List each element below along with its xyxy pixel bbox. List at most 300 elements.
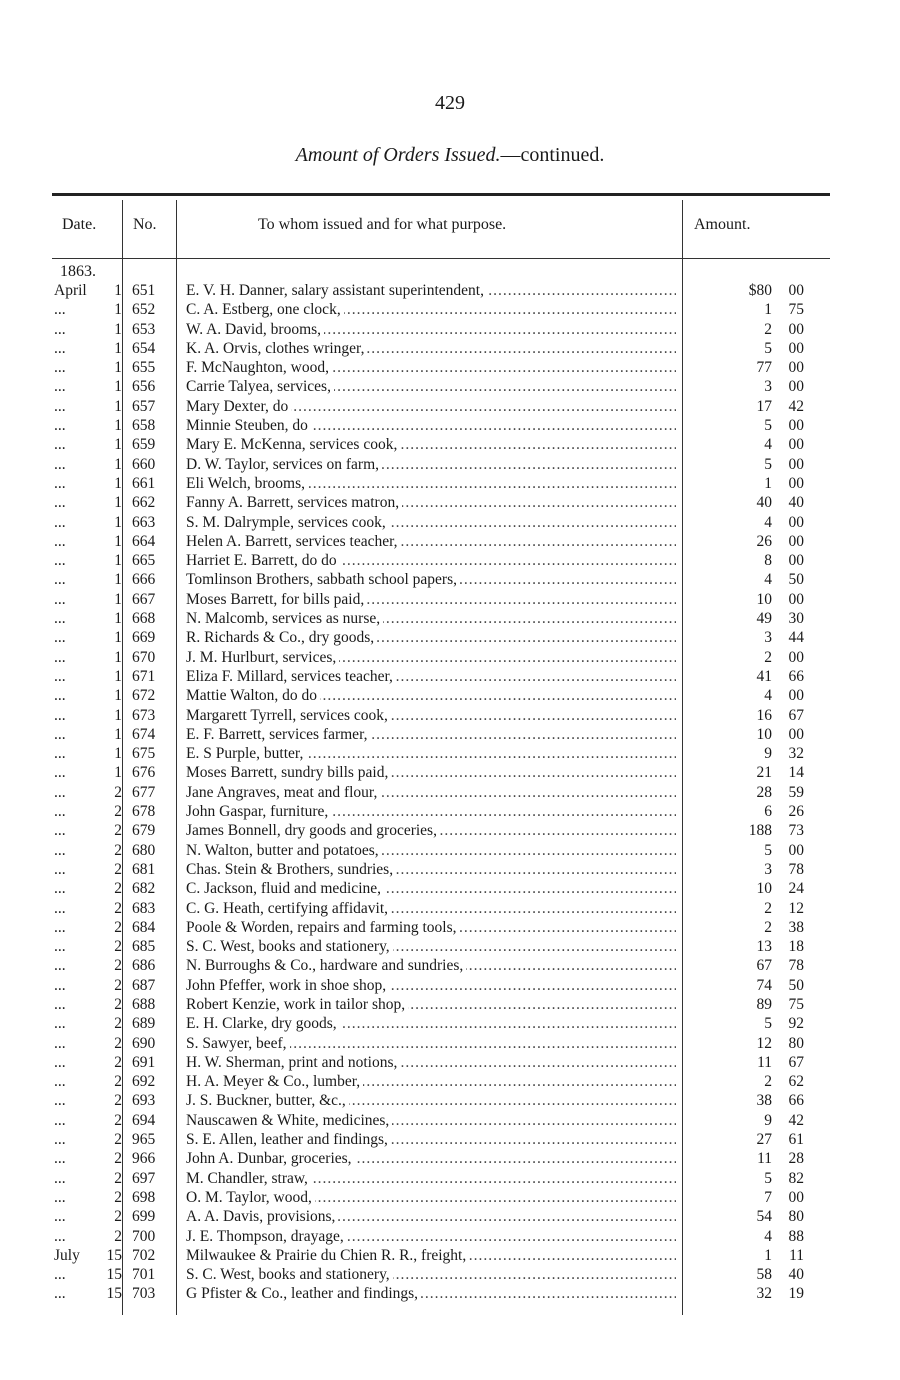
row-cents: 30 — [788, 610, 804, 628]
row-day: 2 — [114, 1208, 122, 1226]
row-dollars: 5 — [764, 339, 772, 357]
table-row — [52, 976, 830, 995]
row-day: 2 — [114, 1015, 122, 1033]
year-label: 1863. — [60, 263, 96, 280]
table-row — [52, 1014, 830, 1033]
row-amount — [692, 1265, 828, 1284]
row-amount — [692, 435, 828, 454]
row-day: 1 — [114, 667, 122, 685]
header-rule — [52, 258, 830, 259]
row-dollars: 5 — [764, 841, 772, 859]
row-cents: 67 — [788, 706, 804, 724]
table-row — [52, 860, 830, 879]
table-row — [52, 841, 830, 860]
row-description-text: M. Chandler, straw, — [186, 1170, 311, 1187]
row-day: 2 — [114, 995, 122, 1013]
table-row — [52, 1207, 830, 1226]
row-order-number: 661 — [132, 474, 156, 492]
row-month: ... — [54, 339, 66, 357]
row-cents: 40 — [788, 1266, 804, 1284]
row-amount — [692, 995, 828, 1014]
row-order-number: 651 — [132, 282, 156, 299]
row-amount — [692, 1072, 828, 1091]
row-month: ... — [54, 899, 66, 917]
row-amount — [692, 763, 828, 782]
row-cents: 32 — [788, 745, 804, 763]
row-description-text: James Bonnell, dry goods and groceries, — [186, 822, 440, 839]
row-description — [186, 590, 676, 609]
row-description — [186, 783, 676, 802]
row-cents: 42 — [788, 397, 804, 415]
row-description — [186, 455, 676, 474]
row-amount — [692, 397, 828, 416]
row-amount — [692, 628, 828, 647]
row-dollars: 49 — [756, 610, 772, 628]
table-row — [52, 300, 830, 319]
row-cents: 82 — [788, 1169, 804, 1187]
row-order-number: 668 — [132, 610, 156, 628]
row-dollars: 2 — [764, 918, 772, 936]
table-row — [52, 609, 830, 628]
row-amount — [692, 841, 828, 860]
row-description-text: Carrie Talyea, services, — [186, 378, 334, 395]
table-row — [52, 1091, 830, 1110]
row-day: 1 — [114, 494, 122, 512]
row-description — [186, 995, 676, 1014]
row-day: 1 — [114, 590, 122, 608]
row-day: 1 — [114, 745, 122, 763]
row-order-number: 656 — [132, 378, 156, 396]
row-order-number: 677 — [132, 783, 156, 801]
row-description — [186, 841, 676, 860]
row-description — [186, 474, 676, 493]
row-dollars: 10 — [756, 590, 772, 608]
row-order-number: 692 — [132, 1073, 156, 1091]
row-month: ... — [54, 667, 66, 685]
row-amount — [692, 1227, 828, 1246]
table-row — [52, 1149, 830, 1168]
row-dollars: 9 — [764, 1111, 772, 1129]
row-cents: 00 — [788, 417, 804, 435]
row-dollars: 77 — [756, 359, 772, 377]
row-cents: 00 — [788, 841, 804, 859]
row-month: ... — [54, 455, 66, 473]
row-description-text: S. C. West, books and stationery, — [186, 938, 393, 955]
row-amount — [692, 551, 828, 570]
row-month: ... — [54, 320, 66, 338]
row-description — [186, 1072, 676, 1091]
row-cents: 66 — [788, 1092, 804, 1110]
row-day: 1 — [114, 301, 122, 319]
row-order-number: 965 — [132, 1131, 156, 1149]
row-amount — [692, 320, 828, 339]
row-description-text: Helen A. Barrett, services teacher, — [186, 533, 401, 550]
table-row — [52, 320, 830, 339]
row-cents: 67 — [788, 1053, 804, 1071]
row-amount — [692, 879, 828, 898]
table-row — [52, 474, 830, 493]
row-amount — [692, 474, 828, 493]
table-row — [52, 590, 830, 609]
row-dollars: 38 — [756, 1092, 772, 1110]
row-description-text: N. Walton, butter and potatoes, — [186, 842, 382, 859]
row-dollars: 10 — [756, 725, 772, 743]
row-amount — [692, 416, 828, 435]
row-order-number: 670 — [132, 648, 156, 666]
row-day: 2 — [114, 918, 122, 936]
top-rule — [52, 193, 830, 196]
row-order-number: 701 — [132, 1266, 156, 1284]
row-description-text: Mattie Walton, do do — [186, 687, 320, 704]
row-month: ... — [54, 860, 66, 878]
row-month: July — [54, 1246, 80, 1264]
table-row — [52, 686, 830, 705]
row-description — [186, 397, 676, 416]
row-description — [186, 976, 676, 995]
row-description — [186, 513, 676, 532]
row-description-text: O. M. Taylor, wood, — [186, 1189, 315, 1206]
row-description-text: Jane Angraves, meat and flour, — [186, 784, 380, 801]
row-month: ... — [54, 1015, 66, 1033]
row-cents: 00 — [788, 378, 804, 396]
row-day: 1 — [114, 359, 122, 377]
row-description-text: A. A. Davis, provisions, — [186, 1208, 338, 1225]
row-cents: 78 — [788, 860, 804, 878]
table-row — [52, 358, 830, 377]
row-cents: 59 — [788, 783, 804, 801]
row-amount — [692, 339, 828, 358]
row-description-text: Nauscawen & White, medicines, — [186, 1112, 392, 1129]
row-cents: 61 — [788, 1131, 804, 1149]
row-dollars: 4 — [764, 571, 772, 589]
row-amount — [692, 1188, 828, 1207]
row-day: 1 — [114, 687, 122, 705]
row-day: 2 — [114, 1053, 122, 1071]
table-row — [52, 1265, 830, 1284]
row-description-text: John A. Dunbar, groceries, — [186, 1150, 355, 1167]
row-day: 2 — [114, 1073, 122, 1091]
row-amount — [692, 1246, 828, 1265]
row-order-number: 673 — [132, 706, 156, 724]
row-dollars: 2 — [764, 648, 772, 666]
heading-italic: Amount of Orders Issued. — [295, 144, 501, 166]
row-day: 2 — [114, 822, 122, 840]
row-amount — [692, 1284, 828, 1303]
row-month: ... — [54, 436, 66, 454]
row-month: ... — [54, 1169, 66, 1187]
row-order-number: 660 — [132, 455, 156, 473]
row-amount — [692, 358, 828, 377]
table-row — [52, 628, 830, 647]
table-row — [52, 956, 830, 975]
row-description-text: Chas. Stein & Brothers, sundries, — [186, 861, 396, 878]
row-dollars: 3 — [764, 378, 772, 396]
row-description-text: Milwaukee & Prairie du Chien R. R., freight, — [186, 1247, 469, 1264]
table-row — [52, 281, 830, 300]
table-row — [52, 1227, 830, 1246]
row-description-text: E. F. Barrett, services farmer, — [186, 726, 370, 743]
row-amount — [692, 648, 828, 667]
row-cents: 80 — [788, 1034, 804, 1052]
row-cents: 92 — [788, 1015, 804, 1033]
row-dollars: 1 — [764, 1246, 772, 1264]
row-month: ... — [54, 571, 66, 589]
table-row — [52, 802, 830, 821]
row-description — [186, 1111, 676, 1130]
row-cents: 00 — [788, 455, 804, 473]
row-month: ... — [54, 629, 66, 647]
row-day: 1 — [114, 648, 122, 666]
row-month: ... — [54, 378, 66, 396]
row-cents: 00 — [788, 532, 804, 550]
row-cents: 00 — [788, 359, 804, 377]
row-description — [186, 1265, 676, 1284]
row-dollars: 17 — [756, 397, 772, 415]
row-cents: 75 — [788, 301, 804, 319]
row-month: ... — [54, 1188, 66, 1206]
row-day: 1 — [114, 282, 122, 299]
row-description-text: H. W. Sherman, print and notions, — [186, 1054, 400, 1071]
row-cents: 11 — [789, 1246, 804, 1264]
row-order-number: 702 — [132, 1246, 156, 1264]
row-day: 2 — [114, 783, 122, 801]
row-description — [186, 686, 676, 705]
row-order-number: 689 — [132, 1015, 156, 1033]
row-order-number: 678 — [132, 803, 156, 821]
row-amount — [692, 783, 828, 802]
row-cents: 00 — [788, 552, 804, 570]
row-dollars: 6 — [764, 803, 772, 821]
row-day: 1 — [114, 474, 122, 492]
row-month: April — [54, 282, 87, 299]
row-amount — [692, 1130, 828, 1149]
row-month: ... — [54, 590, 66, 608]
table-row — [52, 1188, 830, 1207]
table-row — [52, 1053, 830, 1072]
table-row — [52, 416, 830, 435]
row-month: ... — [54, 880, 66, 898]
table-row — [52, 783, 830, 802]
row-order-number: 691 — [132, 1053, 156, 1071]
table-row — [52, 377, 830, 396]
row-dollars: 28 — [756, 783, 772, 801]
table-row — [52, 918, 830, 937]
table-row — [52, 995, 830, 1014]
row-dollars: 16 — [756, 706, 772, 724]
row-order-number: 658 — [132, 417, 156, 435]
row-month: ... — [54, 938, 66, 956]
row-cents: 62 — [788, 1073, 804, 1091]
row-dollars: 1 — [764, 301, 772, 319]
row-description — [186, 281, 676, 300]
row-dollars: 54 — [756, 1208, 772, 1226]
row-amount — [692, 744, 828, 763]
row-day: 2 — [114, 803, 122, 821]
row-description-text: Minnie Steuben, do — [186, 417, 311, 434]
row-month: ... — [54, 1227, 66, 1245]
row-order-number: 657 — [132, 397, 156, 415]
row-description — [186, 725, 676, 744]
row-description — [186, 763, 676, 782]
row-cents: 00 — [788, 590, 804, 608]
row-description-text: John Gaspar, furniture, — [186, 803, 331, 820]
row-order-number: 680 — [132, 841, 156, 859]
row-cents: 00 — [788, 648, 804, 666]
row-description — [186, 320, 676, 339]
row-day: 2 — [114, 899, 122, 917]
table-row — [52, 725, 830, 744]
row-cents: 00 — [788, 339, 804, 357]
row-cents: 40 — [788, 494, 804, 512]
row-day: 1 — [114, 571, 122, 589]
row-dollars: 26 — [756, 532, 772, 550]
row-order-number: 681 — [132, 860, 156, 878]
row-description — [186, 1053, 676, 1072]
row-description — [186, 416, 676, 435]
row-month: ... — [54, 1131, 66, 1149]
row-description — [186, 493, 676, 512]
row-dollars: 5 — [764, 1015, 772, 1033]
row-description — [186, 532, 676, 551]
row-order-number: 683 — [132, 899, 156, 917]
row-amount — [692, 300, 828, 319]
row-month: ... — [54, 745, 66, 763]
header-no: No. — [133, 216, 157, 233]
table-row — [52, 706, 830, 725]
row-month: ... — [54, 976, 66, 994]
row-description-text: E. V. H. Danner, salary assistant superintendent, — [186, 282, 487, 299]
row-cents: 19 — [788, 1285, 804, 1303]
row-description-text: R. Richards & Co., dry goods, — [186, 629, 377, 646]
row-description — [186, 628, 676, 647]
row-dollars: 2 — [764, 899, 772, 917]
row-amount — [692, 281, 828, 300]
row-description — [186, 1034, 676, 1053]
row-day: 2 — [114, 880, 122, 898]
row-description-text: Harriet E. Barrett, do do — [186, 552, 340, 569]
row-description — [186, 918, 676, 937]
row-amount — [692, 860, 828, 879]
row-order-number: 669 — [132, 629, 156, 647]
row-day: 1 — [114, 706, 122, 724]
row-cents: 00 — [788, 1188, 804, 1206]
row-month: ... — [54, 957, 66, 975]
row-dollars: 5 — [764, 455, 772, 473]
row-description — [186, 744, 676, 763]
row-day: 2 — [114, 1150, 122, 1168]
row-description-text: H. A. Meyer & Co., lumber, — [186, 1073, 363, 1090]
table-row — [52, 1246, 830, 1265]
row-description-text: C. A. Estberg, one clock, — [186, 301, 344, 318]
row-dollars: 7 — [764, 1188, 772, 1206]
row-order-number: 664 — [132, 532, 156, 550]
row-month: ... — [54, 764, 66, 782]
row-month: ... — [54, 1092, 66, 1110]
row-amount — [692, 937, 828, 956]
row-dollars: 11 — [757, 1053, 772, 1071]
row-month: ... — [54, 822, 66, 840]
row-cents: 00 — [788, 436, 804, 454]
row-order-number: 659 — [132, 436, 156, 454]
row-order-number: 682 — [132, 880, 156, 898]
row-day: 1 — [114, 339, 122, 357]
row-month: ... — [54, 1208, 66, 1226]
row-order-number: 671 — [132, 667, 156, 685]
row-amount — [692, 1149, 828, 1168]
row-description — [186, 358, 676, 377]
row-order-number: 693 — [132, 1092, 156, 1110]
row-order-number: 699 — [132, 1208, 156, 1226]
row-description-text: S. C. West, books and stationery, — [186, 1266, 393, 1283]
table-row — [52, 937, 830, 956]
row-month: ... — [54, 706, 66, 724]
table-row — [52, 570, 830, 589]
row-amount — [692, 821, 828, 840]
row-month: ... — [54, 359, 66, 377]
row-month: ... — [54, 417, 66, 435]
row-cents: 73 — [788, 822, 804, 840]
table-row — [52, 1130, 830, 1149]
row-description — [186, 377, 676, 396]
row-cents: 00 — [788, 725, 804, 743]
row-dollars: 8 — [764, 552, 772, 570]
header-date: Date. — [62, 216, 97, 233]
table-row — [52, 551, 830, 570]
row-cents: 14 — [788, 764, 804, 782]
row-amount — [692, 918, 828, 937]
row-description-text: W. A. David, brooms, — [186, 321, 324, 338]
row-day: 2 — [114, 1034, 122, 1052]
row-description-text: Fanny A. Barrett, services matron, — [186, 494, 402, 511]
row-cents: 44 — [788, 629, 804, 647]
row-order-number: 676 — [132, 764, 156, 782]
table-row — [52, 455, 830, 474]
page-number: 429 — [435, 92, 465, 114]
row-cents: 24 — [788, 880, 804, 898]
row-amount — [692, 570, 828, 589]
row-month: ... — [54, 552, 66, 570]
header-amount: Amount. — [694, 216, 751, 233]
row-order-number: 694 — [132, 1111, 156, 1129]
row-day: 2 — [114, 1227, 122, 1245]
row-description — [186, 1188, 676, 1207]
row-dollars: 5 — [764, 1169, 772, 1187]
row-day: 2 — [114, 976, 122, 994]
row-dollars: 2 — [764, 320, 772, 338]
row-order-number: 700 — [132, 1227, 156, 1245]
header-description: To whom issued and for what purpose. — [258, 216, 507, 233]
row-dollars: 40 — [756, 494, 772, 512]
table-row — [52, 435, 830, 454]
table-row — [52, 763, 830, 782]
row-description — [186, 802, 676, 821]
row-cents: 00 — [788, 282, 804, 299]
row-description — [186, 1149, 676, 1168]
row-description-text: Moses Barrett, sundry bills paid, — [186, 764, 391, 781]
row-day: 2 — [114, 841, 122, 859]
row-description-text: Mary E. McKenna, services cook, — [186, 436, 400, 453]
row-amount — [692, 725, 828, 744]
row-month: ... — [54, 1266, 66, 1284]
row-amount — [692, 1207, 828, 1226]
row-amount — [692, 1091, 828, 1110]
row-description-text: E. H. Clarke, dry goods, — [186, 1015, 340, 1032]
row-amount — [692, 513, 828, 532]
row-order-number: 697 — [132, 1169, 156, 1187]
table-row — [52, 1284, 830, 1303]
row-cents: 42 — [788, 1111, 804, 1129]
row-amount — [692, 1111, 828, 1130]
